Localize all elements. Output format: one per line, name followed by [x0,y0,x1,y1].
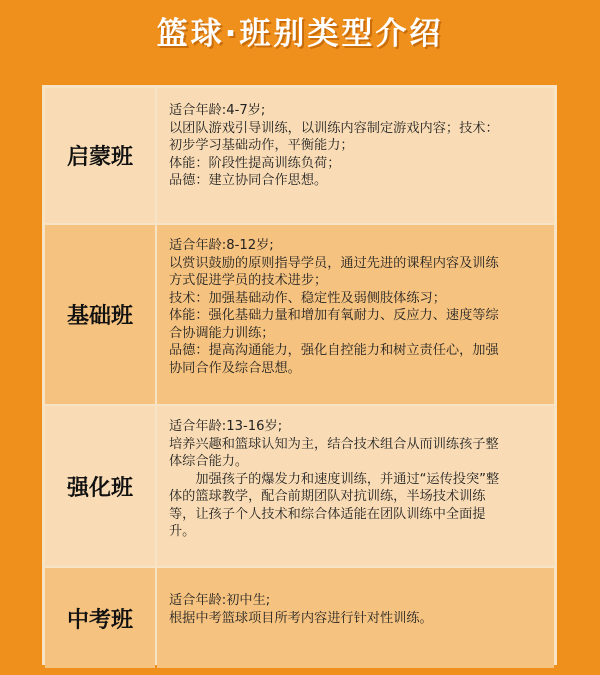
class-description-cell [157,225,554,404]
class-types-table [42,85,557,665]
class-description-cell [157,88,554,223]
description-line: 适合年龄:初中生; [169,593,271,608]
description-line: 合协调能力训练； [169,325,275,341]
description-line: 技术：加强基础动作、稳定性及弱侧肢体练习； [169,290,446,306]
description-line: 体能：阶段性提高训练负荷； [169,155,341,171]
description-line: 体能：强化基础力量和增加有氧耐力、反应力、速度等综 [169,308,499,323]
description-line: 体的篮球教学，配合前期团队对抗训练，半场技术训练 [169,489,486,504]
description-line: 以团队游戏引导训练，以训练内容制定游戏内容；技术： [169,120,499,136]
class-name-cell: 基础班 [45,225,155,404]
class-name-cell: 中考班 [45,568,155,668]
description-line: 适合年龄:4-7岁; [169,103,266,118]
description-line: 协同合作及综合思想。 [169,360,301,376]
description-line: 适合年龄:8-12岁; [169,238,274,253]
class-name-cell: 强化班 [45,406,155,566]
class-name-cell: 启蒙班 [45,88,155,223]
description-line: 适合年龄:13-16岁; [169,419,283,434]
description-line: 初步学习基础动作，平衡能力； [169,138,354,153]
description-line: 升。 [169,524,196,539]
description-line: 加强孩子的爆发力和速度训练，并通过“运传投突”整 [195,471,500,487]
description-line: 品德：建立协同合作思想。 [169,173,328,188]
description-line: 培养兴趣和篮球认知为主，结合技术组合从而训练孩子整 [169,436,499,452]
description-line: 根据中考篮球项目所考内容进行针对性训练。 [169,610,433,626]
description-line: 等，让孩子个人技术和综合体适能在团队训练中全面提 [169,506,486,522]
class-description-cell [157,406,554,566]
page-title: 篮球·班别类型介绍 [156,16,444,52]
description-line: 以赏识鼓励的原则指导学员，通过先进的课程内容及训练 [169,255,499,271]
description-line: 品德：提高沟通能力，强化自控能力和树立责任心，加强 [169,343,499,358]
class-description-cell [157,568,554,668]
description-line: 体综合能力。 [169,454,249,469]
description-line: 方式促进学员的技术进步； [169,273,328,288]
